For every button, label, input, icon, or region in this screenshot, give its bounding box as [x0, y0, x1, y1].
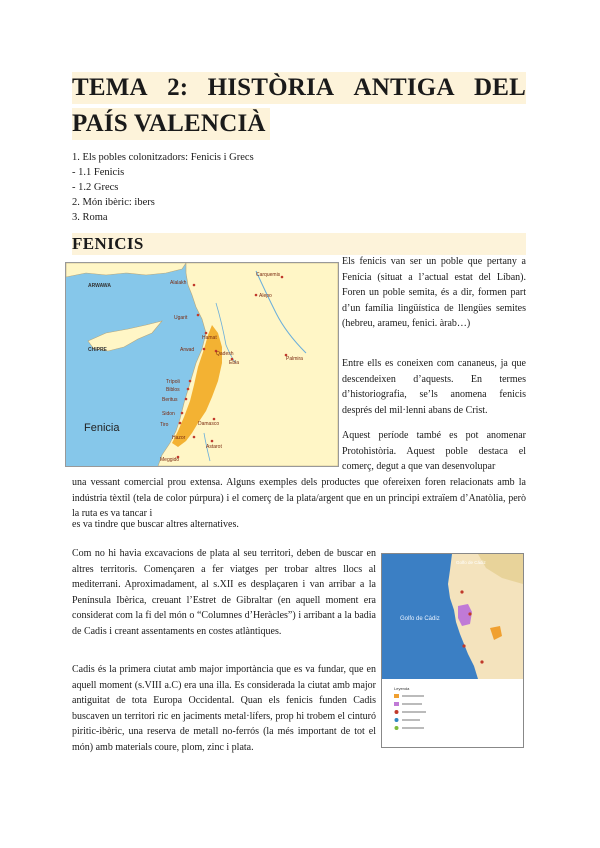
- toc-item: - 1.2 Grecs: [72, 182, 119, 193]
- paragraph: Els fenicis van ser un poble que pertany a Fenícia (situat a l’actual estat del Líban). Foren un poble semita, és a dir, formen part d’un família lingüística de llengües semites (hebreu, arameu, fenici. àrab…): [342, 256, 526, 330]
- site-marker: [460, 590, 463, 593]
- page-title-line-2: PAÍS VALENCIÀ: [72, 108, 270, 140]
- map-caption: Fenicia: [84, 422, 120, 434]
- city-label: Ebla: [229, 360, 240, 366]
- toc-item: 3. Roma: [72, 212, 108, 223]
- city-label: Arwad: [180, 347, 195, 353]
- city-label: Hazor: [172, 435, 186, 441]
- city-label: Hamat: [202, 335, 217, 341]
- title-word: HISTÒRIA: [207, 74, 335, 101]
- title-word: TEMA: [72, 74, 148, 101]
- cadiz-map-graphic: [382, 554, 523, 747]
- paragraph: Entre ells es coneixen com cananeus, ja que descendeixen d’aquests. En termes d’historiografia, se’ls anomena fenicis després del mil·lenni abans de Crist.: [342, 358, 526, 416]
- city-label: Biblos: [166, 387, 180, 393]
- title-word: DEL: [473, 74, 526, 101]
- city-label: Astarot: [206, 444, 222, 450]
- paragraph: es va tindre que buscar altres alternatives.: [72, 519, 239, 530]
- city-label: Alalakh: [170, 280, 187, 286]
- map-title: Golfo de Cádiz: [456, 560, 486, 565]
- toc-item: - 1.1 Fenicis: [72, 167, 125, 178]
- toc-item: 1. Els pobles colonitzadors: Fenicis i Grecs: [72, 152, 254, 163]
- gulf-label: Golfo de Cádiz: [400, 616, 440, 622]
- city-label: Ugarit: [174, 315, 188, 321]
- site-marker: [480, 660, 483, 663]
- paragraph: Cadis és la primera ciutat amb major importància que es va fundar, que en aquell moment (s.VIII a.C) era una illa. Es considerada la ciutat amb major antiguitat de tota Europa Occidental. Quan els fenicis funden Cadis buscaven un territori ric en jaciments metal·lífers, prop hi trobem el cinturó piritic-ibèric, una reserva de metall no-ferrós (la més important de tot el món) amb materials coure, plom, zinc i plata.: [72, 664, 376, 753]
- phoenicia-map-graphic: [66, 263, 338, 466]
- city-label: Damasco: [198, 421, 220, 427]
- cadiz-map: [381, 553, 524, 748]
- region-label: ARWAWA: [88, 283, 111, 289]
- page-title-line-1: [72, 72, 526, 104]
- city-label: Alepo: [259, 293, 272, 299]
- paragraph: una vessant comercial prou extensa. Alguns exemples dels productes que ofereixen foren relacionats amb la indústria tèxtil (tela de color púrpura) i el comerç de la plata/argent que en un principi extraïem d’Anatòlia, però la ruta es va tancar i: [72, 477, 526, 520]
- city-label: Carquemis: [256, 272, 281, 278]
- site-marker: [462, 644, 465, 647]
- section-heading: FENICIS: [72, 233, 526, 255]
- city-label: Qadesh: [216, 351, 234, 357]
- table-of-contents: [72, 150, 254, 225]
- city-label: Meggido: [160, 457, 180, 463]
- city-label: Beritus: [162, 397, 178, 403]
- title-word: 2:: [167, 74, 189, 101]
- city-label: Trípoli: [166, 379, 180, 385]
- region-label: CHIPRE: [88, 347, 107, 353]
- paragraph: Aquest període també es pot anomenar Protohistòria. Aquest poble destaca el comerç, degut a que van desenvolupar: [342, 430, 526, 473]
- title-word: ANTIGA: [353, 74, 455, 101]
- phoenicia-map: [65, 262, 339, 467]
- city-label: Palmira: [286, 356, 303, 362]
- city-label: Tiro: [160, 422, 169, 428]
- site-marker: [468, 612, 471, 615]
- paragraph: Com no hi havia excavacions de plata al seu territori, deben de buscar en altres territoris. Començaren a fer viatges per trobar altres llocs al mediterrani. Aproximadament, al s.XII es desplaçaren i van arribar a la Península Ibèrica, creuant l’Estret de Gibraltar (en aquell moment era considerat com la fi del món o “Columnes d’Heràcles”) i arribant a la badia de Cadis i creant assentaments en costes atlàntiques.: [72, 548, 376, 637]
- city-label: Sidon: [162, 411, 175, 417]
- toc-item: 2. Món ibèric: ibers: [72, 197, 155, 208]
- legend-title: Leyenda: [394, 686, 410, 691]
